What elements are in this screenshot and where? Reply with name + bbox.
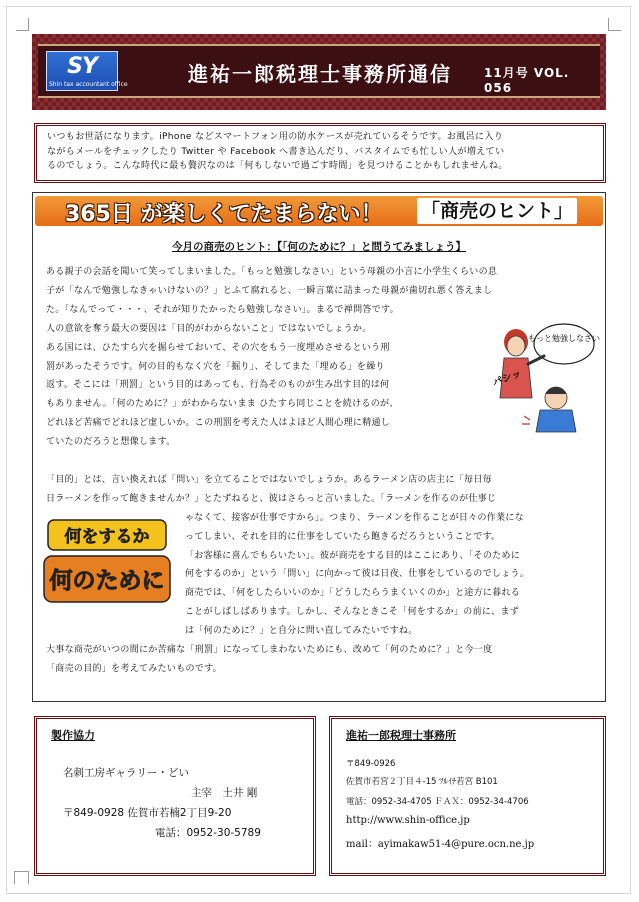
paragraph-line: 罰があったそうです。何の目的もなく穴を「掘り」、そしてまた「埋める」を繰り xyxy=(46,361,385,372)
header-band xyxy=(38,44,600,98)
child-hair xyxy=(545,387,567,394)
paragraph-line: 子が「なんで勉強しなきゃいけないの？」とふて腐れると、一瞬言葉に詰まった母親が歯切れ悪く答えまし xyxy=(46,285,493,296)
cooperation-box xyxy=(34,716,316,876)
paragraph-line: どれほど苦痛でどれほど虚しいか。この刑罰を考えた人はよほど人間心理に精通し xyxy=(46,417,391,428)
paragraph-line: 「商売の目的」を考えてみたいものです。 xyxy=(46,663,222,674)
sound-effect-text: パシッ xyxy=(491,368,524,389)
child-body xyxy=(536,410,576,432)
paragraph-line: は「何のために？」と自分に問い直してみたいですね。 xyxy=(185,625,418,636)
paragraph-line: ゃなくて、接客が仕事ですから」。つまり、ラーメンを作ることが日々の作業にな xyxy=(185,513,524,523)
article-heading: 今月の商売のヒント：【「何のために？」と問うてみましょう】 xyxy=(172,241,466,253)
title-art-top-text: 何をするか xyxy=(64,527,150,547)
paragraph-line: 「目的」とは、言い換えれば「問い」を立てることではないでしょうか。あるラーメン店の店主に「毎日毎 xyxy=(46,475,492,485)
paragraph xyxy=(46,471,496,509)
crop-mark xyxy=(608,18,621,31)
business-hint-article xyxy=(32,192,606,702)
office-postal-code: 〒849-0926 xyxy=(346,759,396,769)
intro-box xyxy=(34,123,606,183)
paragraph-line: ていたのだろうと想像します。 xyxy=(46,436,176,447)
crop-mark xyxy=(16,18,29,31)
office-logo xyxy=(46,51,128,91)
paragraph-line: ってしまい、それを目的に仕事をしていたら飽きるだろうということです。 xyxy=(185,531,501,542)
intro-line: いつもお世話になります。iPhone などスマートフォン用の防水ケースが売れているそうです。お風呂に入り xyxy=(47,132,504,142)
intro-line: るのでしょう。こんな時代に最も贅沢なのは「何もしないで過ごす時間」を見つけることかもしれませんね。 xyxy=(47,161,508,171)
newsletter-title: 進祐一郎税理士事務所通信 xyxy=(188,62,452,86)
cooperation-address: 〒849-0928 佐賀市若楠2丁目9-20 xyxy=(63,807,232,819)
paragraph xyxy=(46,320,399,452)
title-art-bottom-text: 何のために xyxy=(49,568,165,594)
office-website-link[interactable]: http://www.shin-office.jp xyxy=(346,815,470,826)
office-tel-fax: 電話：0952-34-4705 ＦＡＸ：0952-34-4706 xyxy=(346,797,529,807)
office-contact-box xyxy=(329,716,606,876)
office-title: 進祐一郎税理士事務所 xyxy=(346,729,456,742)
logo-letters: SY xyxy=(67,54,97,79)
mother-arm xyxy=(528,356,544,364)
cooperation-title: 製作協力 xyxy=(51,729,95,742)
office-address: 佐賀市若宮２丁目４-15 ﾂﾙｲﾁ若宮 B101 xyxy=(346,777,498,787)
paragraph-line: た。「なんでって・・・、それが知りたかったら勉強しなさい」。まるで禅問答です。 xyxy=(46,304,399,315)
paragraph-line: 「お客様に喜んでもらいたい」。彼が商売をする目的はここにあり、「そのために xyxy=(185,550,521,561)
mother-and-child-illustration xyxy=(478,320,598,440)
intro-line: ながらメールをチェックしたり Twitter や Facebook へ書き込んだり、バスタイムでも忙しい人が増えてい xyxy=(47,146,505,157)
paragraph-line: 日ラーメンを作って飽きませんか？」とたずねると、彼はさらっと言いました。「ラーメンを作るのが仕事じ xyxy=(46,493,497,504)
paragraph-line: 大事な商売がいつの間にか苦痛な「刑罰」になってしまわないためにも、改めて「何のために？」と今一度 xyxy=(46,645,493,655)
paragraph-line: 返す。そこには「刑罰」という目的はあっても、行為そのものが生み出す目的は何 xyxy=(46,380,390,391)
paragraph-line: 何をするのか」という「問い」に向かって彼は日夜、仕事をしているのでしょう。 xyxy=(185,569,530,580)
paragraph-line: ある親子の会話を聞いて笑ってしまいました。「もっと勉強しなさい」という母親の小言に小学生くらいの息 xyxy=(46,267,498,277)
newsletter-header xyxy=(32,34,606,110)
owner-name: 主宰 土井 剛 xyxy=(191,787,258,799)
paragraph xyxy=(185,509,529,641)
mother-face xyxy=(507,336,525,356)
banner-text: 365日 が楽しくてたまらない！ xyxy=(65,202,383,227)
banner-highlight: 「商売のヒント」 xyxy=(417,198,577,224)
paragraph-line: 商売では、「何をしたらいいのか」「どうしたらうまくいくのか」と途方に暮れる xyxy=(185,588,521,599)
paragraph-line: ことがしばしばあります。しかし、そんなときこそ「何をするか」の前に、まず xyxy=(185,606,520,617)
motion-lines xyxy=(522,416,530,424)
paragraph xyxy=(46,263,497,319)
crop-mark xyxy=(14,871,27,884)
cooperation-phone: 電話：0952-30-5789 xyxy=(155,827,261,839)
paragraph-line: 人の意欲を奪う最大の要因は「目的がわからないこと」ではないでしょうか。 xyxy=(46,324,372,334)
logo-text: Shin tax accountant office xyxy=(49,81,128,88)
office-email-link[interactable]: mail：ayimakaw51-4@pure.ocn.ne.jp xyxy=(346,839,535,850)
company-name: 名刺工房ギャラリー・どい xyxy=(63,767,189,779)
paragraph xyxy=(46,641,492,679)
article-banner xyxy=(35,196,603,226)
speech-bubble-text: もっと勉強しなさい xyxy=(528,334,600,343)
title-art-illustration xyxy=(42,514,172,610)
paragraph-line: ある国には、ひたすら穴を掘らせておいて、その穴をもう一度埋めさせるという刑 xyxy=(46,342,390,353)
issue-number: 11月号 VOL. 056 xyxy=(484,66,570,95)
paragraph-line: もありません。「何のために？」がわからないまま ひたすら同じことを続けるのが、 xyxy=(46,399,399,410)
